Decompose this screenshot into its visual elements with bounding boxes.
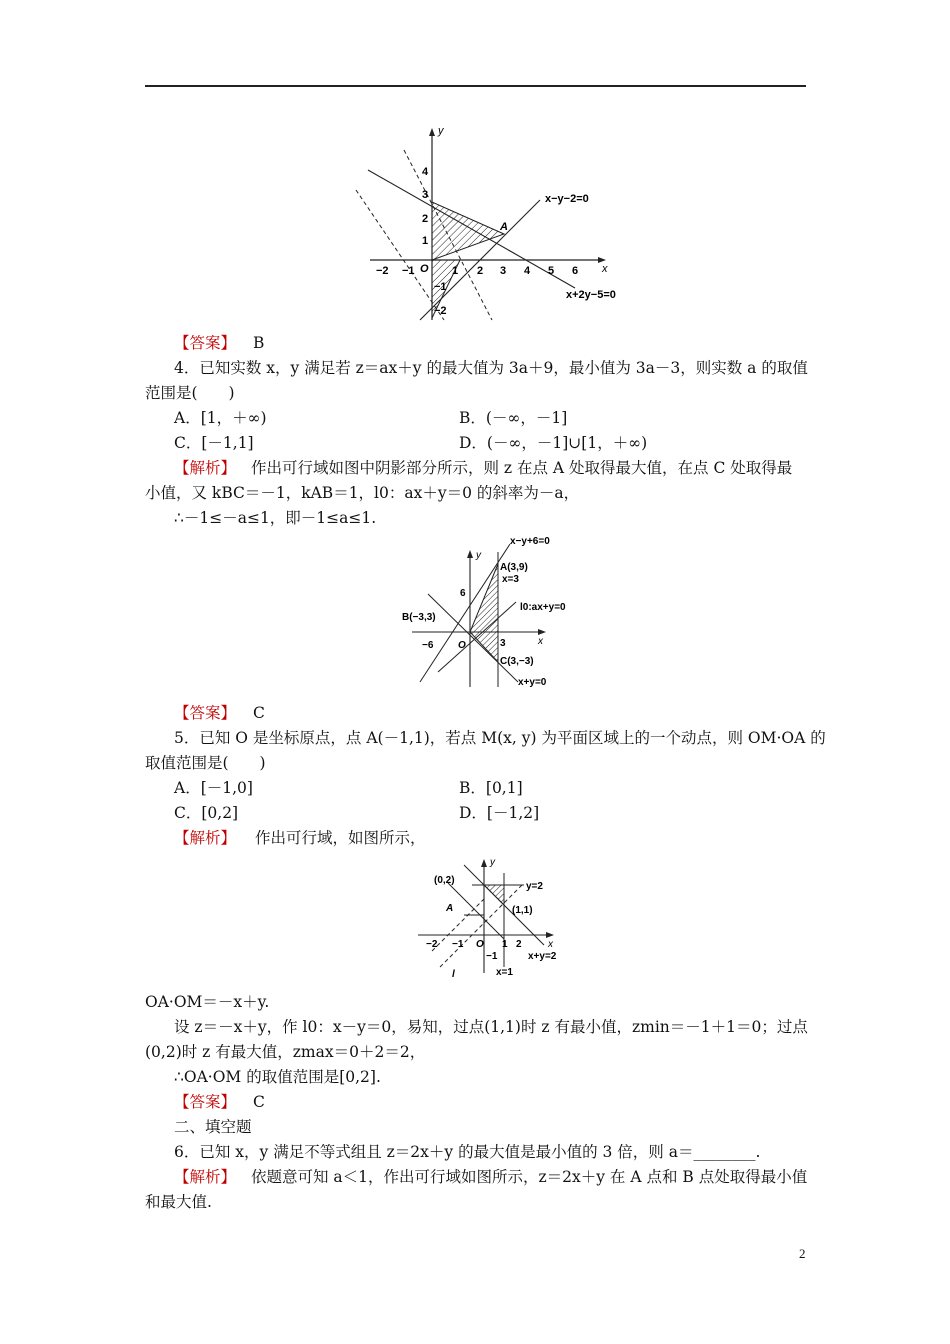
line-top-label: x−y+6=0: [510, 536, 550, 547]
x-label: x: [548, 939, 553, 950]
q6-stem: 6．已知 x，y 满足不等式组且 z＝2x＋y 的最大值是最小值的 3 倍，则 a＝________.: [174, 1143, 761, 1161]
point-a-label: A: [446, 903, 454, 914]
answer-value: C: [252, 1093, 265, 1111]
y-label: y: [438, 125, 444, 137]
xtick: 4: [524, 265, 531, 277]
answer-value: B: [252, 334, 265, 352]
vline-label: x=3: [502, 574, 519, 585]
analysis-tag: 【解析】: [174, 1168, 237, 1186]
q6-analysis-line1: [174, 1167, 807, 1187]
ytick: 2: [422, 213, 429, 225]
ytick: −1: [486, 951, 498, 962]
q4-stem-line1: 4．已知实数 x，y 满足若 z＝ax＋y 的最大值为 3a＋9，最小值为 3a－3，则实数 a 的取值: [174, 359, 808, 377]
figure-3-graph: [412, 855, 572, 979]
point-b-label: B(−3,3): [402, 612, 436, 623]
analysis-text: 作出可行域，如图所示，: [254, 829, 426, 847]
q5-continued-line3: (0,2)时 z 有最大值，zmax＝0＋2＝2，: [145, 1043, 426, 1061]
x-label: x: [538, 636, 543, 647]
figure-1-graph: [340, 120, 630, 325]
q4-analysis-line2: 小值，又 kBC＝－1，kAB＝1，l0：ax＋y＝0 的斜率为－a，: [145, 484, 580, 502]
header-rule: [145, 85, 806, 87]
origin-label: O: [420, 263, 429, 275]
analysis-tag: 【解析】: [174, 459, 237, 477]
line1-label: x−y−2=0: [545, 193, 589, 205]
q3-answer: [174, 333, 264, 353]
q5-continued-line4: ∴OA·OM 的取值范围是[0,2].: [174, 1068, 381, 1086]
xtick: −2: [376, 265, 389, 277]
q6-analysis-line2: 和最大值.: [145, 1193, 212, 1211]
q4-option-d: D．(－∞，－1]∪[1，＋∞): [459, 434, 648, 452]
xtick: 1: [502, 939, 508, 950]
q4-option-b: B．(－∞，－1]: [459, 409, 568, 427]
y-label: y: [490, 857, 495, 868]
xtick: −2: [426, 939, 438, 950]
ytick: −2: [434, 305, 447, 317]
q5-option-c: C．[0,2]: [174, 804, 239, 822]
xtick: 2: [516, 939, 522, 950]
l0-label: l0:ax+y=0: [520, 602, 566, 613]
page-number: 2: [799, 1246, 806, 1261]
xtick: 5: [548, 265, 555, 277]
xtick: −1: [402, 265, 415, 277]
x-line-label: x=1: [496, 967, 513, 978]
answer-value: C: [252, 704, 265, 722]
q5-stem-line1: 5．已知 O 是坐标原点，点 A(－1,1)，若点 M(x, y) 为平面区域上的一个动点，则 OM·OA 的: [174, 729, 826, 747]
q4-option-c: C．[－1,1]: [174, 434, 254, 452]
l-label: l: [452, 969, 455, 979]
point-a-label: A(3,9): [500, 562, 528, 573]
feasible-region: [432, 202, 504, 260]
q5-continued-line1: OA·OM＝－x＋y.: [145, 993, 270, 1011]
tick-6: 6: [460, 588, 466, 599]
xtick: 1: [452, 265, 459, 277]
dashed-l-1: [440, 883, 524, 967]
ytick: 1: [422, 235, 429, 247]
point-a-label: A: [500, 221, 508, 233]
point-02-label: (0,2): [434, 875, 455, 886]
line-x-plus-2y-minus-5: [368, 170, 575, 288]
xtick: −1: [452, 939, 464, 950]
point-11-label: (1,1): [512, 905, 533, 916]
feasible-region-2: [470, 632, 498, 662]
line2-label: x+2y−5=0: [566, 289, 616, 301]
ytick: −1: [434, 281, 447, 293]
answer-tag: 【答案】: [174, 334, 237, 352]
answer-tag: 【答案】: [174, 704, 237, 722]
y-label: y: [476, 550, 481, 561]
q5-answer: [174, 1092, 265, 1112]
tick-neg6: −6: [422, 640, 434, 651]
point-c-label: C(3,−3): [500, 656, 534, 667]
diag-line-label: x+y=2: [528, 951, 557, 962]
answer-tag: 【答案】: [174, 1093, 237, 1111]
tick-3: 3: [500, 638, 506, 649]
dashed-line-2: [356, 190, 444, 320]
origin-label: O: [458, 640, 466, 651]
xtick: 2: [477, 265, 484, 277]
analysis-text: 作出可行域如图中阴影部分所示，则 z 在点 A 处取得最大值，在点 C 处取得最: [250, 459, 793, 477]
q5-analysis-line1: [174, 828, 425, 848]
ytick: 4: [422, 166, 429, 178]
origin-label: O: [476, 939, 484, 950]
q5-option-d: D．[－1,2]: [459, 804, 540, 822]
q4-analysis-line3: ∴－1≤－a≤1，即－1≤a≤1.: [174, 509, 377, 527]
q5-option-b: B．[0,1]: [459, 779, 523, 797]
x-label: x: [602, 263, 608, 275]
y-line-label: y=2: [526, 881, 543, 892]
xtick: 6: [572, 265, 579, 277]
q4-stem-line2: 范围是( ): [145, 384, 235, 402]
xtick: 3: [500, 265, 507, 277]
section-title: 二、填空题: [174, 1118, 252, 1136]
q4-option-a: A．[1，＋∞): [174, 409, 267, 427]
figure-2-graph: [398, 532, 598, 692]
q5-stem-line2: 取值范围是( ): [145, 754, 266, 772]
analysis-text: 依题意可知 a＜1，作出可行域如图所示，z＝2x＋y 在 A 点和 B 点处取得最小值: [250, 1168, 808, 1186]
q5-option-a: A．[－1,0]: [174, 779, 253, 797]
analysis-tag: 【解析】: [174, 829, 237, 847]
ytick: 3: [422, 189, 429, 201]
q4-analysis-line1: [174, 458, 792, 478]
q5-continued-line2: 设 z＝－x＋y，作 l0：x－y＝0，易知，过点(1,1)时 z 有最小值，zmin＝－1＋1＝0；过点: [174, 1018, 808, 1036]
line-bottom-label: x+y=0: [518, 677, 547, 688]
q4-answer: [174, 703, 265, 723]
